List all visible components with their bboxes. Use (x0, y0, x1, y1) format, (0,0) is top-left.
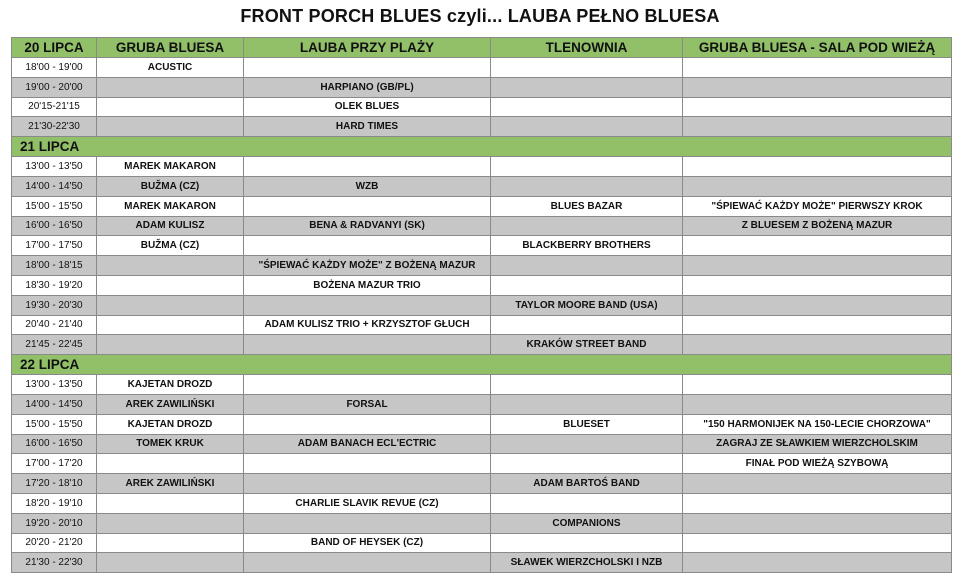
tlenownia-cell (491, 97, 683, 117)
lauba-przy-plazy-cell: FORSAL (244, 394, 491, 414)
time-cell: 14'00 - 14'50 (12, 176, 97, 196)
sala-pod-wieza-cell (683, 176, 952, 196)
tlenownia-cell: BLACKBERRY BROTHERS (491, 236, 683, 256)
time-cell: 15'00 - 15'50 (12, 196, 97, 216)
table-row (12, 97, 952, 117)
page-title: FRONT PORCH BLUES czyli... LAUBA PEŁNO BLUESA (240, 6, 720, 26)
tlenownia-cell (491, 58, 683, 78)
sala-pod-wieza-cell (683, 236, 952, 256)
sala-pod-wieza-cell: FINAŁ POD WIEŻĄ SZYBOWĄ (683, 454, 952, 474)
table-row (12, 58, 952, 78)
day-row (12, 355, 952, 375)
tlenownia-cell (491, 315, 683, 335)
gruba-bluesa-cell (97, 533, 244, 553)
lauba-przy-plazy-cell (244, 196, 491, 216)
gruba-bluesa-cell: BUŽMA (CZ) (97, 236, 244, 256)
tlenownia-cell: ADAM BARTOŚ BAND (491, 474, 683, 494)
sala-pod-wieza-cell (683, 157, 952, 177)
header-day: 20 LIPCA (12, 38, 97, 58)
sala-pod-wieza-cell (683, 335, 952, 355)
lauba-przy-plazy-cell: CHARLIE SLAVIK REVUE (CZ) (244, 493, 491, 513)
table-row (12, 256, 952, 276)
tlenownia-cell (491, 454, 683, 474)
sala-pod-wieza-cell (683, 275, 952, 295)
time-cell: 18'00 - 18'15 (12, 256, 97, 276)
sala-pod-wieza-cell (683, 315, 952, 335)
tlenownia-cell (491, 157, 683, 177)
day-label: 21 LIPCA (12, 137, 952, 157)
tlenownia-cell: BLUESET (491, 414, 683, 434)
tlenownia-cell (491, 176, 683, 196)
table-row (12, 216, 952, 236)
header-sala-pod-wieza: GRUBA BLUESA - SALA POD WIEŻĄ (683, 38, 952, 58)
tlenownia-cell (491, 117, 683, 137)
table-row (12, 375, 952, 395)
time-cell: 19'00 - 20'00 (12, 77, 97, 97)
gruba-bluesa-cell (97, 493, 244, 513)
sala-pod-wieza-cell (683, 375, 952, 395)
table-row (12, 157, 952, 177)
gruba-bluesa-cell (97, 553, 244, 573)
lauba-przy-plazy-cell: ADAM BANACH ECL'ECTRIC (244, 434, 491, 454)
gruba-bluesa-cell (97, 335, 244, 355)
time-cell: 21'30-22'30 (12, 117, 97, 137)
lauba-przy-plazy-cell: "ŚPIEWAĆ KAŻDY MOŻE" Z BOŻENĄ MAZUR (244, 256, 491, 276)
time-cell: 20'15-21'15 (12, 97, 97, 117)
gruba-bluesa-cell (97, 117, 244, 137)
tlenownia-cell (491, 493, 683, 513)
lauba-przy-plazy-cell (244, 295, 491, 315)
gruba-bluesa-cell (97, 315, 244, 335)
time-cell: 18'00 - 19'00 (12, 58, 97, 78)
gruba-bluesa-cell (97, 454, 244, 474)
table-row (12, 474, 952, 494)
gruba-bluesa-cell: KAJETAN DROZD (97, 414, 244, 434)
day-label: 22 LIPCA (12, 355, 952, 375)
tlenownia-cell (491, 375, 683, 395)
lauba-przy-plazy-cell (244, 58, 491, 78)
sala-pod-wieza-cell: Z BLUESEM Z BOŻENĄ MAZUR (683, 216, 952, 236)
table-row (12, 236, 952, 256)
tlenownia-cell: SŁAWEK WIERZCHOLSKI I NZB (491, 553, 683, 573)
sala-pod-wieza-cell (683, 256, 952, 276)
gruba-bluesa-cell: TOMEK KRUK (97, 434, 244, 454)
tlenownia-cell: BLUES BAZAR (491, 196, 683, 216)
time-cell: 19'20 - 20'10 (12, 513, 97, 533)
lauba-przy-plazy-cell (244, 553, 491, 573)
table-row (12, 533, 952, 553)
sala-pod-wieza-cell (683, 117, 952, 137)
lauba-przy-plazy-cell (244, 414, 491, 434)
time-cell: 17'20 - 18'10 (12, 474, 97, 494)
tlenownia-cell: KRAKÓW STREET BAND (491, 335, 683, 355)
table-row (12, 394, 952, 414)
table-row (12, 295, 952, 315)
time-cell: 21'30 - 22'30 (12, 553, 97, 573)
time-cell: 18'30 - 19'20 (12, 275, 97, 295)
sala-pod-wieza-cell: ZAGRAJ ZE SŁAWKIEM WIERZCHOLSKIM (683, 434, 952, 454)
header-row (12, 38, 952, 58)
sala-pod-wieza-cell (683, 97, 952, 117)
sala-pod-wieza-cell (683, 513, 952, 533)
table-row (12, 77, 952, 97)
lauba-przy-plazy-cell (244, 474, 491, 494)
table-row (12, 315, 952, 335)
gruba-bluesa-cell (97, 513, 244, 533)
gruba-bluesa-cell: MAREK MAKARON (97, 157, 244, 177)
header-lauba-przy-plazy: LAUBA PRZY PLAŻY (244, 38, 491, 58)
time-cell: 17'00 - 17'50 (12, 236, 97, 256)
tlenownia-cell (491, 533, 683, 553)
time-cell: 20'20 - 21'20 (12, 533, 97, 553)
time-cell: 14'00 - 14'50 (12, 394, 97, 414)
sala-pod-wieza-cell (683, 533, 952, 553)
lauba-przy-plazy-cell: WZB (244, 176, 491, 196)
time-cell: 13'00 - 13'50 (12, 157, 97, 177)
time-cell: 16'00 - 16'50 (12, 216, 97, 236)
table-row (12, 434, 952, 454)
tlenownia-cell: COMPANIONS (491, 513, 683, 533)
gruba-bluesa-cell (97, 275, 244, 295)
lauba-przy-plazy-cell: OLEK BLUES (244, 97, 491, 117)
table-row (12, 335, 952, 355)
lauba-przy-plazy-cell: BAND OF HEYSEK (CZ) (244, 533, 491, 553)
lauba-przy-plazy-cell (244, 335, 491, 355)
sala-pod-wieza-cell (683, 77, 952, 97)
time-cell: 20'40 - 21'40 (12, 315, 97, 335)
lauba-przy-plazy-cell: BOŻENA MAZUR TRIO (244, 275, 491, 295)
lauba-przy-plazy-cell: HARPIANO (GB/PL) (244, 77, 491, 97)
time-cell: 13'00 - 13'50 (12, 375, 97, 395)
tlenownia-cell (491, 434, 683, 454)
header-tlenownia: TLENOWNIA (491, 38, 683, 58)
table-row (12, 275, 952, 295)
lauba-przy-plazy-cell (244, 375, 491, 395)
header-gruba-bluesa: GRUBA BLUESA (97, 38, 244, 58)
lauba-przy-plazy-cell (244, 157, 491, 177)
table-row (12, 176, 952, 196)
gruba-bluesa-cell: AREK ZAWILIŃSKI (97, 474, 244, 494)
lauba-przy-plazy-cell: HARD TIMES (244, 117, 491, 137)
gruba-bluesa-cell: AREK ZAWILIŃSKI (97, 394, 244, 414)
tlenownia-cell (491, 216, 683, 236)
table-row (12, 414, 952, 434)
sala-pod-wieza-cell (683, 295, 952, 315)
lauba-przy-plazy-cell: BENA & RADVANYI (SK) (244, 216, 491, 236)
sala-pod-wieza-cell: "150 HARMONIJEK NA 150-LECIE CHORZOWA" (683, 414, 952, 434)
lauba-przy-plazy-cell (244, 236, 491, 256)
gruba-bluesa-cell (97, 77, 244, 97)
table-row (12, 493, 952, 513)
gruba-bluesa-cell (97, 295, 244, 315)
time-cell: 15'00 - 15'50 (12, 414, 97, 434)
time-cell: 19'30 - 20'30 (12, 295, 97, 315)
tlenownia-cell (491, 256, 683, 276)
lauba-przy-plazy-cell (244, 513, 491, 533)
day-row (12, 137, 952, 157)
sala-pod-wieza-cell (683, 474, 952, 494)
sala-pod-wieza-cell (683, 58, 952, 78)
gruba-bluesa-cell: ADAM KULISZ (97, 216, 244, 236)
tlenownia-cell: TAYLOR MOORE BAND (USA) (491, 295, 683, 315)
tlenownia-cell (491, 77, 683, 97)
lauba-przy-plazy-cell (244, 454, 491, 474)
gruba-bluesa-cell: ACUSTIC (97, 58, 244, 78)
time-cell: 21'45 - 22'45 (12, 335, 97, 355)
gruba-bluesa-cell (97, 256, 244, 276)
gruba-bluesa-cell: KAJETAN DROZD (97, 375, 244, 395)
tlenownia-cell (491, 275, 683, 295)
table-row (12, 513, 952, 533)
sala-pod-wieza-cell (683, 394, 952, 414)
tlenownia-cell (491, 394, 683, 414)
gruba-bluesa-cell: MAREK MAKARON (97, 196, 244, 216)
gruba-bluesa-cell (97, 97, 244, 117)
time-cell: 18'20 - 19'10 (12, 493, 97, 513)
time-cell: 17'00 - 17'20 (12, 454, 97, 474)
schedule-table (11, 37, 952, 573)
table-row (12, 454, 952, 474)
table-row (12, 196, 952, 216)
sala-pod-wieza-cell (683, 553, 952, 573)
lauba-przy-plazy-cell: ADAM KULISZ TRIO + KRZYSZTOF GŁUCH (244, 315, 491, 335)
table-row (12, 553, 952, 573)
sala-pod-wieza-cell: "ŚPIEWAĆ KAŻDY MOŻE" PIERWSZY KROK (683, 196, 952, 216)
gruba-bluesa-cell: BUŽMA (CZ) (97, 176, 244, 196)
table-row (12, 117, 952, 137)
time-cell: 16'00 - 16'50 (12, 434, 97, 454)
sala-pod-wieza-cell (683, 493, 952, 513)
